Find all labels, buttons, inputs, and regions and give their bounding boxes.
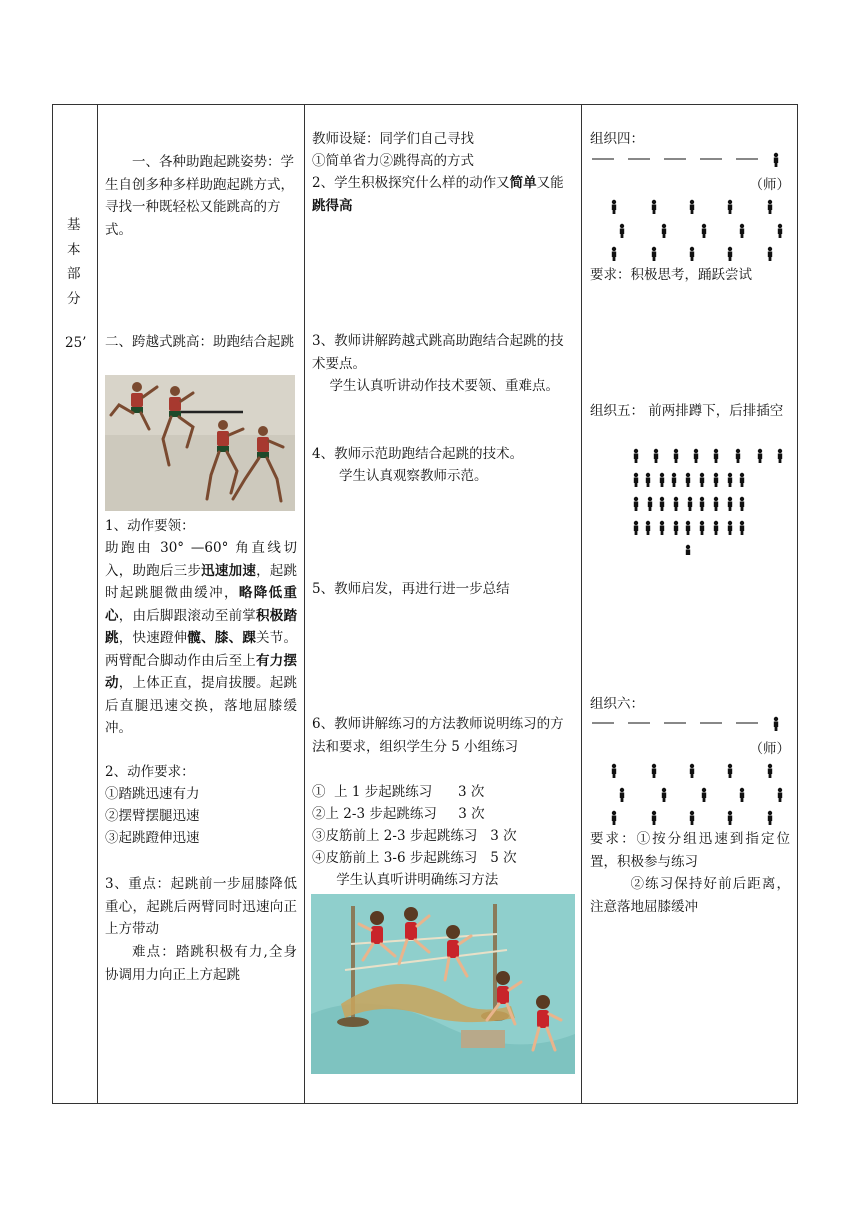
student-marker-icon [686,521,690,535]
activity-p4b: 学生认真观察教师示范。 [339,468,488,484]
req-title: 2、动作要求： [105,764,195,780]
exercise-5: 学生认真听讲明确练习方法 [336,872,499,888]
org6-formation [590,713,790,827]
activity-l3-bold2: 跳得高 [312,197,353,214]
activity-column [305,105,581,1103]
content-p2: 二、跨越式跳高：助跑结合起跳 [105,334,294,350]
student-marker-icon [660,473,664,487]
action-text-a: 助跑由 30° —60° 角直线切入，助跑后三步 [105,540,297,579]
student-marker-icon [700,497,704,511]
student-marker-icon [702,788,706,802]
lesson-plan-table [52,104,798,1104]
activity-p6: 6、教师讲解练习的方法教师说明练习的方法和要求，组织学生分 5 小组练习 [312,716,564,755]
section-column [53,105,97,1103]
action-bold-1: 迅速加速 [201,562,257,579]
section-char-2: 本 [67,241,81,258]
org6-requirement-1: 要求：①按分组迅速到指定位置，积极参与练习 [590,831,790,870]
student-marker-icon [700,473,704,487]
activity-l1: 教师设疑：同学们自己寻找 [312,131,474,147]
student-marker-icon [778,224,782,238]
student-marker-icon [714,473,718,487]
exercise-2: ②上 2-3 步起跳练习 3 次 [312,806,485,822]
student-marker-icon [694,449,698,463]
student-marker-icon [634,473,638,487]
student-marker-icon [660,497,664,511]
org5-title: 组织五： 前两排蹲下，后排插空 [590,403,784,419]
action-bold-2: 略降低重心 [105,585,297,624]
organization-column [582,105,798,1103]
student-marker-icon [714,497,718,511]
action-bold-5: 有力摆动 [105,652,298,691]
student-marker-icon [654,449,658,463]
student-marker-icon [736,449,740,463]
student-marker-icon [728,497,732,511]
student-marker-icon [674,449,678,463]
action-text-b: ，起跳时起跳腿微曲缓冲， [105,562,298,601]
difficult-point: 难点：踏跳积极有力,全身协调用力向正上方起跳 [105,944,297,983]
student-marker-icon [674,521,678,535]
exercise-1: ① 上 1 步起跳练习 3 次 [312,784,485,800]
section-char-4: 分 [67,290,81,307]
student-marker-icon [674,497,678,511]
activity-p4: 4、教师示范助跑结合起跳的技术。 [312,446,524,462]
student-marker-icon [740,497,744,511]
student-marker-icon [652,764,656,778]
activity-l3-bold1: 简单 [509,175,537,191]
exercise-3: ③皮筋前上 2-3 步起跳练习 3 次 [312,828,517,844]
student-marker-icon [634,521,638,535]
activity-p5: 5、教师启发，再进行进一步总结 [312,581,510,597]
student-marker-icon [690,811,694,825]
org6-requirement-2: ②练习保持好前后距离，注意落地屈膝缓冲 [590,876,790,915]
activity-l3-a: 2、学生积极探究什么样的动作又 [312,175,510,191]
exercise-4: ④皮筋前上 3-6 步起跳练习 5 次 [312,850,517,866]
student-marker-icon [740,521,744,535]
teacher-marker-icon [774,153,778,167]
student-marker-icon [700,521,704,535]
req-2: ②摆臂摆腿迅速 [105,808,200,824]
student-marker-icon [728,200,732,214]
org4-teacher-label: （师） [749,177,790,193]
activity-l2: ①简单省力②跳得高的方式 [312,153,474,169]
student-marker-icon [612,764,616,778]
student-marker-icon [686,473,690,487]
student-marker-icon [612,811,616,825]
req-3: ③起跳蹬伸迅速 [105,830,200,846]
org5-formation [622,447,792,555]
student-marker-icon [714,449,718,463]
student-marker-icon [714,521,718,535]
student-marker-icon [612,247,616,261]
action-bold-4: 髋、膝、踝 [187,630,257,646]
teacher-marker-icon [686,545,690,555]
activity-p3b: 学生认真听讲动作技术要领、重难点。 [329,378,560,394]
activity-p3: 3、教师讲解跨越式跳高助跑结合起跳的技术要点。 [312,333,564,372]
student-marker-icon [634,449,638,463]
student-marker-icon [768,764,772,778]
org6-title: 组织六： [590,696,644,712]
student-marker-icon [660,521,664,535]
student-marker-icon [690,247,694,261]
section-char-1: 基 [67,217,81,233]
org4-requirement: 要求：积极思考，踊跃尝试 [590,267,752,283]
student-marker-icon [646,521,650,535]
high-jump-photo-art [105,375,295,511]
student-marker-icon [688,497,692,511]
student-marker-icon [778,788,782,802]
student-marker-icon [768,811,772,825]
student-marker-icon [690,764,694,778]
org4-formation [590,149,790,263]
practice-illustration-art [311,894,575,1074]
student-marker-icon [728,764,732,778]
student-marker-icon [652,200,656,214]
student-marker-icon [646,473,650,487]
req-1: ①踏跳迅速有力 [105,786,200,802]
key-point: 3、重点：起跳前一步屈膝降低重心，起跳后两臂同时迅速向正上方带动 [105,876,297,937]
org6-teacher-label: （师） [749,741,790,757]
action-text-d: ，快速蹬伸 [118,630,188,646]
content-column [98,105,304,1103]
section-time: 25’ [65,335,87,351]
student-marker-icon [702,224,706,238]
student-marker-icon [612,200,616,214]
action-points [105,537,297,740]
student-marker-icon [634,497,638,511]
activity-l3-c: 又能 [536,175,564,191]
student-marker-icon [620,788,624,802]
student-marker-icon [728,521,732,535]
student-marker-icon [740,224,744,238]
action-bold-3: 积极踏跳 [105,607,298,646]
student-marker-icon [740,788,744,802]
high-jump-photo [105,375,295,511]
student-marker-icon [690,200,694,214]
student-marker-icon [652,247,656,261]
student-marker-icon [768,200,772,214]
student-marker-icon [662,788,666,802]
student-marker-icon [662,224,666,238]
student-marker-icon [652,811,656,825]
student-marker-icon [672,473,676,487]
student-marker-icon [648,497,652,511]
action-text-c: ，由后脚跟滚动至前掌 [118,607,257,624]
action-title: 1、动作要领： [105,518,195,534]
section-char-3: 部 [67,266,81,282]
student-marker-icon [728,811,732,825]
content-p1: 一、各种助跑起跳姿势：学生自创多种多样助跑起跳方式，寻找一种既轻松又能跳高的方式。 [105,154,294,238]
student-marker-icon [740,473,744,487]
student-marker-icon [728,473,732,487]
action-text-e: 关节。两臂配合脚动作由后至上 [105,630,298,669]
teacher-marker-icon [774,717,778,731]
section-label [67,213,83,311]
practice-illustration [311,894,575,1074]
student-marker-icon [758,449,762,463]
activity-l3 [312,172,576,217]
student-marker-icon [620,224,624,238]
student-marker-icon [778,449,782,463]
student-marker-icon [768,247,772,261]
org4-title: 组织四： [590,131,644,147]
action-text-f: ，上体正直，提肩拔腰。起跳后直腿迅速交换，落地屈膝缓冲。 [105,675,298,736]
student-marker-icon [728,247,732,261]
